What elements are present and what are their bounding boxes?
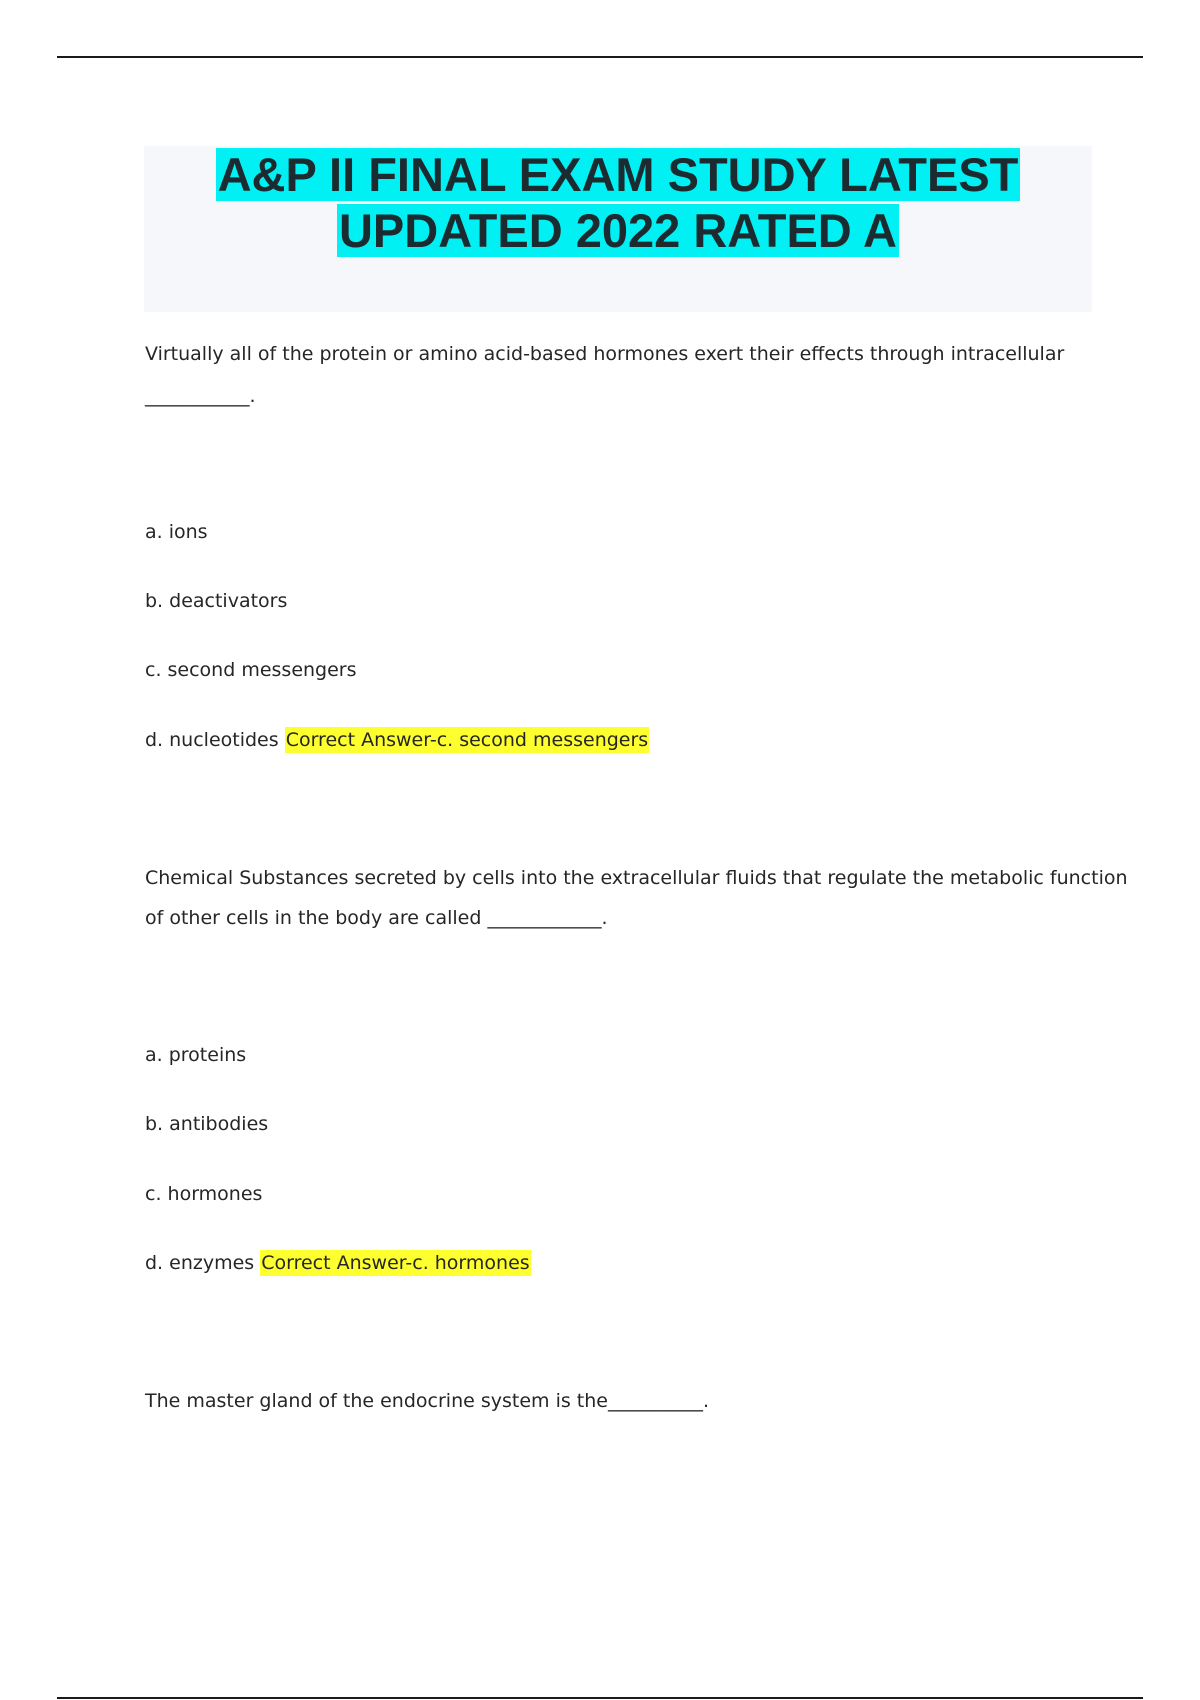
question-1-option-b: b. deactivators: [145, 590, 288, 612]
question-2-option-d-line: [145, 1251, 531, 1275]
question-1-option-d: d. nucleotides: [145, 729, 279, 751]
question-1-correct-answer: Correct Answer-c. second messengers: [285, 729, 649, 751]
title-line-1: [216, 147, 1021, 203]
question-1-text-line-1: Virtually all of the protein or amino acid-based hormones exert their effects through intracellular: [145, 343, 1065, 365]
question-2-correct-answer: Correct Answer-c. hormones: [261, 1252, 530, 1274]
footer-rule: [57, 1697, 1143, 1699]
header-rule: [57, 56, 1143, 58]
question-2-option-c: c. hormones: [145, 1183, 263, 1205]
question-2-option-d: d. enzymes: [145, 1252, 255, 1274]
question-1-option-a: a. ions: [145, 521, 208, 543]
question-1-text-line-2: ___________.: [145, 385, 256, 407]
title-line-2: [337, 203, 899, 259]
question-1-option-d-line: [145, 728, 649, 752]
title-block: [144, 146, 1092, 312]
title-line-2-text: UPDATED 2022 RATED A: [338, 204, 897, 257]
question-2-text-line-2: of other cells in the body are called ____________.: [145, 907, 608, 929]
question-2-option-b: b. antibodies: [145, 1113, 269, 1135]
question-3-text-line-1: The master gland of the endocrine system is the__________.: [145, 1390, 710, 1412]
question-2-option-a: a. proteins: [145, 1044, 247, 1066]
title-line-1-text: A&P II FINAL EXAM STUDY LATEST: [217, 148, 1019, 201]
question-1-option-c: c. second messengers: [145, 659, 357, 681]
question-2-text-line-1: Chemical Substances secreted by cells into the extracellular fluids that regulate the metabolic function: [145, 867, 1128, 889]
